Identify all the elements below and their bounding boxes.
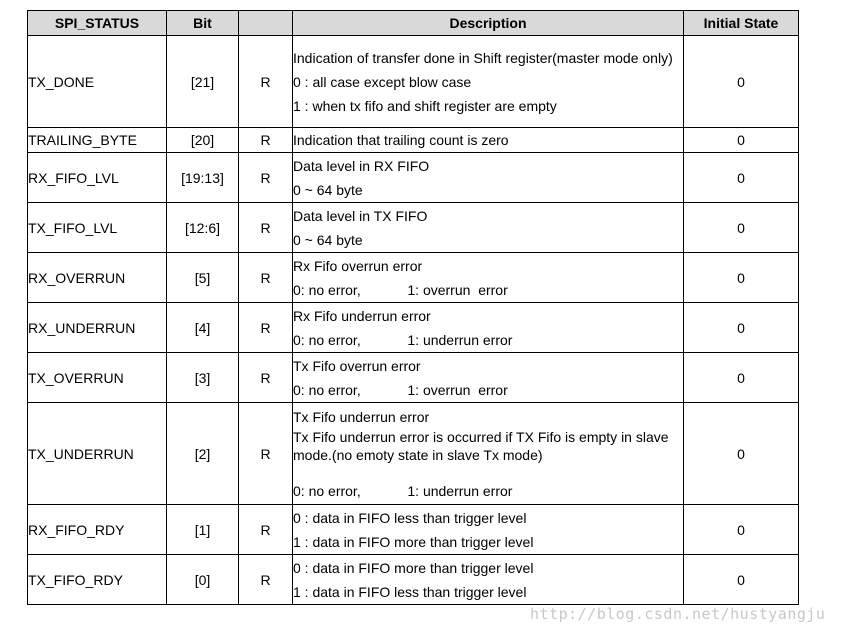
description-line: Indication of transfer done in Shift register(master mode only) <box>293 49 673 66</box>
bit-range: [4] <box>167 303 239 353</box>
description-cell <box>293 128 684 153</box>
table-row <box>28 555 799 605</box>
access-type: R <box>239 128 293 153</box>
table-row <box>28 403 799 505</box>
description-line: 1 : data in FIFO more than trigger level <box>293 533 534 550</box>
bit-range: [20] <box>167 128 239 153</box>
access-type: R <box>239 505 293 555</box>
access-type: R <box>239 353 293 403</box>
table-row <box>28 253 799 303</box>
initial-state: 0 <box>684 253 799 303</box>
table-row <box>28 303 799 353</box>
bit-range: [21] <box>167 36 239 128</box>
description-line: Tx Fifo underrun error <box>293 408 430 425</box>
field-name: RX_OVERRUN <box>28 253 167 303</box>
field-name: TX_FIFO_RDY <box>28 555 167 605</box>
description-line: 0 ~ 64 byte <box>293 231 363 248</box>
field-name: RX_FIFO_LVL <box>28 153 167 203</box>
table-row <box>28 128 799 153</box>
description-cell <box>293 403 684 505</box>
table-row <box>28 153 799 203</box>
access-type: R <box>239 36 293 128</box>
description-cell <box>293 253 684 303</box>
bit-range: [0] <box>167 555 239 605</box>
description-line: 0 : all case except blow case <box>293 73 472 90</box>
description-line: Data level in TX FIFO <box>293 207 428 224</box>
blog-watermark: http://blog.csdn.net/hustyangju <box>530 605 826 623</box>
initial-state: 0 <box>684 505 799 555</box>
access-type: R <box>239 303 293 353</box>
initial-state: 0 <box>684 555 799 605</box>
spi-status-register-table <box>27 10 799 605</box>
table-row <box>28 203 799 253</box>
field-name: RX_FIFO_RDY <box>28 505 167 555</box>
table-header-row <box>28 11 799 36</box>
description-line: 1 : when tx fifo and shift register are empty <box>293 97 557 114</box>
field-name: TX_DONE <box>28 36 167 128</box>
table-row <box>28 505 799 555</box>
table-row <box>28 353 799 403</box>
table-row <box>28 36 799 128</box>
bit-range: [12:6] <box>167 203 239 253</box>
description-line: Tx Fifo overrun error <box>293 357 421 374</box>
description-cell <box>293 353 684 403</box>
description-line: Rx Fifo underrun error <box>293 307 431 324</box>
description-line: 0 : data in FIFO less than trigger level <box>293 509 527 526</box>
description-line: Rx Fifo overrun error <box>293 257 423 274</box>
initial-state: 0 <box>684 36 799 128</box>
description-line: 0: no error, 1: underrun error <box>293 331 513 348</box>
header-spi-status: SPI_STATUS <box>28 11 167 36</box>
access-type: R <box>239 253 293 303</box>
description-line: Tx Fifo underrun error is occurred if TX Fifo is empty in slave mode.(no emoty state in slave Tx mode) <box>293 428 669 463</box>
description-cell <box>293 303 684 353</box>
initial-state: 0 <box>684 353 799 403</box>
description-line: Indication that trailing count is zero <box>293 132 509 148</box>
field-name: TX_UNDERRUN <box>28 403 167 505</box>
header-access <box>239 11 293 36</box>
header-bit: Bit <box>167 11 239 36</box>
description-cell <box>293 555 684 605</box>
bit-range: [3] <box>167 353 239 403</box>
field-name: TX_OVERRUN <box>28 353 167 403</box>
description-line: 1 : data in FIFO less than trigger level <box>293 583 527 600</box>
description-line: 0: no error, 1: overrun error <box>293 381 508 398</box>
field-name: TRAILING_BYTE <box>28 128 167 153</box>
initial-state: 0 <box>684 303 799 353</box>
description-cell <box>293 153 684 203</box>
bit-range: [1] <box>167 505 239 555</box>
field-name: TX_FIFO_LVL <box>28 203 167 253</box>
access-type: R <box>239 555 293 605</box>
bit-range: [5] <box>167 253 239 303</box>
description-cell <box>293 505 684 555</box>
header-initial-state: Initial State <box>684 11 799 36</box>
description-line: 0 : data in FIFO more than trigger level <box>293 559 534 576</box>
initial-state: 0 <box>684 403 799 505</box>
initial-state: 0 <box>684 153 799 203</box>
description-cell <box>293 203 684 253</box>
initial-state: 0 <box>684 128 799 153</box>
access-type: R <box>239 403 293 505</box>
bit-range: [2] <box>167 403 239 505</box>
description-line: 0: no error, 1: underrun error <box>293 482 513 499</box>
description-line: Data level in RX FIFO <box>293 157 430 174</box>
field-name: RX_UNDERRUN <box>28 303 167 353</box>
description-cell <box>293 36 684 128</box>
description-line: 0 ~ 64 byte <box>293 181 363 198</box>
bit-range: [19:13] <box>167 153 239 203</box>
initial-state: 0 <box>684 203 799 253</box>
access-type: R <box>239 153 293 203</box>
header-description: Description <box>293 11 684 36</box>
description-line: 0: no error, 1: overrun error <box>293 281 508 298</box>
access-type: R <box>239 203 293 253</box>
